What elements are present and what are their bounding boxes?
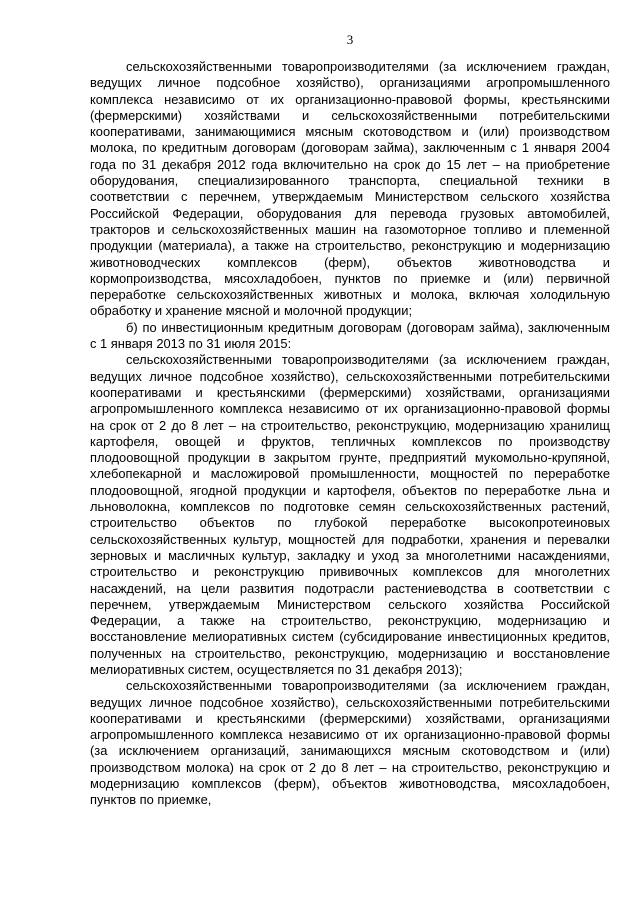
- paragraph-3: сельскохозяйственными товаропроизводителями (за исключением граждан, ведущих личное подсобное хозяйство), сельскохозяйственными потребительскими кооперативами и крестьянскими (фермерскими) хозяйствами, организациями агропромышленного комплекса независимо от их организационно-правовой формы на срок от 2 до 8 лет – на строительство, реконструкцию, модернизацию хранилищ картофеля, овощей и фруктов, тепличных комплексов по производству плодоовощной продукции в закрытом грунте, предприятий мукомольно-крупяной, хлебопекарной и масложировой промышленности, мощностей по переработке плодоовощной, ягодной продукции и картофеля, объектов по переработке льна и льноволокна, комплексов по подготовке семян сельскохозяйственных растений, строительство объектов по глубокой переработке высокопротеиновых сельскохозяйственных культур, мощностей для подработки, хранения и перевалки зерновых и масличных культур, закладку и уход за многолетними насаждениями, строительство и реконструкцию прививочных комплексов для многолетних насаждений, на цели развития подотрасли растениеводства в соответствии с перечнем, утверждаемым Министерством сельского хозяйства Российской Федерации, а также на строительство, реконструкцию, модернизацию и восстановление мелиоративных систем (субсидирование инвестиционных кредитов, полученных на строительство, реконструкцию, модернизацию и восстановление мелиоративных систем, осуществляется по 31 декабря 2013);: [90, 352, 610, 677]
- paragraph-4: сельскохозяйственными товаропроизводителями (за исключением граждан, ведущих личное подсобное хозяйство), сельскохозяйственными потребительскими кооперативами и крестьянскими (фермерскими) хозяйствами, организациями агропромышленного комплекса независимо от их организационно-правовой формы (за исключением организаций, занимающихся мясным скотоводством и (или) производством молока) на срок от 2 до 8 лет – на строительство, реконструкцию и модернизацию комплексов (ферм), объектов животноводства, мясохладобоен, пунктов по приемке,: [90, 678, 610, 808]
- document-page: [90, 0, 610, 905]
- page-number: 3: [346, 32, 354, 47]
- paragraph-2: б) по инвестиционным кредитным договорам (договорам займа), заключенным с 1 января 2013 по 31 июля 2015:: [90, 319, 610, 352]
- paragraph-1: сельскохозяйственными товаропроизводителями (за исключением граждан, ведущих личное подсобное хозяйство), организациями агропромышленного комплекса независимо от их организационно-правовой формы, крестьянскими (фермерскими) хозяйствами и сельскохозяйственными потребительскими кооперативами, занимающимися мясным скотоводством и (или) производством молока, по кредитным договорам (договорам займа), заключенным с 1 января 2004 года по 31 декабря 2012 года включительно на срок до 15 лет – на приобретение оборудования, специализированного транспорта, специальной техники в соответствии с перечнем, утверждаемым Министерством сельского хозяйства Российской Федерации, оборудования для перевода грузовых автомобилей, тракторов и сельскохозяйственных машин на газомоторное топливо и племенной продукции (материала), а также на строительство, реконструкцию и модернизацию животноводческих комплексов (ферм), объектов животноводства и кормопроизводства, мясохладобоен, пунктов по приемке и (или) первичной переработке сельскохозяйственных животных и молока, включая холодильную обработку и хранение мясной и молочной продукции;: [90, 59, 610, 319]
- document-body: [90, 59, 610, 809]
